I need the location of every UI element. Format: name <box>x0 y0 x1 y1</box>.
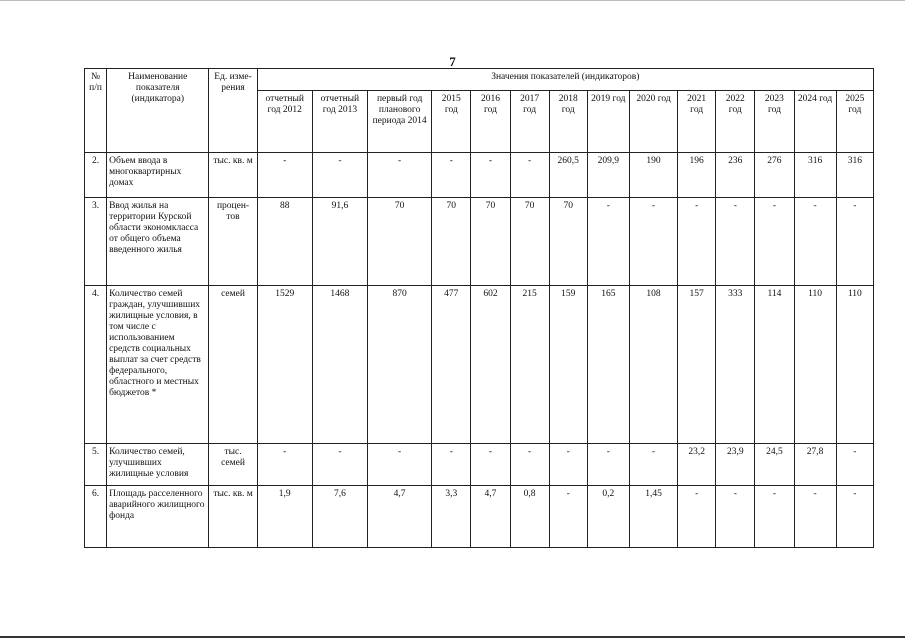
row-value: - <box>678 198 716 286</box>
row-value: - <box>629 198 677 286</box>
row-value: - <box>629 444 677 486</box>
scan-edge-bottom <box>0 636 905 638</box>
row-value: - <box>471 153 510 198</box>
row-value: 4,7 <box>471 486 510 548</box>
row-value: - <box>510 444 549 486</box>
row-value: 108 <box>629 286 677 444</box>
row-value: 276 <box>755 153 794 198</box>
row-value: 316 <box>794 153 836 198</box>
row-value: 27,8 <box>794 444 836 486</box>
row-value: 157 <box>678 286 716 444</box>
row-value: 196 <box>678 153 716 198</box>
row-value: 23,9 <box>716 444 755 486</box>
row-unit: тыс. семей <box>209 444 257 486</box>
row-unit: тыс. кв. м <box>209 153 257 198</box>
row-value: 23,2 <box>678 444 716 486</box>
header-column: 2025 год <box>836 91 873 153</box>
row-value: 477 <box>432 286 471 444</box>
row-value: - <box>755 198 794 286</box>
row-value: - <box>836 486 873 548</box>
header-column: 2016 год <box>471 91 510 153</box>
row-value: 70 <box>510 198 549 286</box>
table-row <box>85 444 874 486</box>
header-column: 2017 год <box>510 91 549 153</box>
row-indicator-name: Количество семей, улучшивших жилищные условия <box>107 444 209 486</box>
row-indicator-name: Ввод жилья на территории Курской области экономкласса от общего объема введенного жилья <box>107 198 209 286</box>
row-value: - <box>257 444 312 486</box>
row-value: - <box>432 153 471 198</box>
row-value: 70 <box>471 198 510 286</box>
row-value: - <box>368 153 432 198</box>
row-value: 110 <box>836 286 873 444</box>
row-value: - <box>471 444 510 486</box>
header-column: 2022 год <box>716 91 755 153</box>
page-number: 7 <box>449 54 456 69</box>
row-value: 316 <box>836 153 873 198</box>
row-value: 159 <box>549 286 587 444</box>
row-value: 1,9 <box>257 486 312 548</box>
header-row-top <box>85 69 874 91</box>
row-value: 260,5 <box>549 153 587 198</box>
row-value: 333 <box>716 286 755 444</box>
row-value: - <box>312 153 367 198</box>
row-value: 0,2 <box>587 486 629 548</box>
row-value: 24,5 <box>755 444 794 486</box>
row-number: 5. <box>85 444 107 486</box>
header-column: 2018 год <box>549 91 587 153</box>
row-value: - <box>755 486 794 548</box>
header-column: 2019 год <box>587 91 629 153</box>
header-column: 2023 год <box>755 91 794 153</box>
row-value: 70 <box>432 198 471 286</box>
row-indicator-name: Площадь расселенного аварийного жилищного фонда <box>107 486 209 548</box>
header-column: 2020 год <box>629 91 677 153</box>
row-number: 4. <box>85 286 107 444</box>
row-indicator-name: Объем ввода в многоквартирных домах <box>107 153 209 198</box>
row-value: - <box>257 153 312 198</box>
header-num: № п/п <box>85 69 107 153</box>
row-value: - <box>836 198 873 286</box>
row-value: 0,8 <box>510 486 549 548</box>
row-value: - <box>836 444 873 486</box>
header-name: Наименование показателя (индикатора) <box>107 69 209 153</box>
row-unit: тыс. кв. м <box>209 486 257 548</box>
row-value: 114 <box>755 286 794 444</box>
row-value: 209,9 <box>587 153 629 198</box>
row-unit: процен-тов <box>209 198 257 286</box>
row-value: 88 <box>257 198 312 286</box>
table-body <box>85 153 874 548</box>
row-value: 110 <box>794 286 836 444</box>
table-row <box>85 198 874 286</box>
row-value: 70 <box>549 198 587 286</box>
header-column: 2021 год <box>678 91 716 153</box>
row-value: 1,45 <box>629 486 677 548</box>
row-number: 6. <box>85 486 107 548</box>
header-column: первый год планового периода 2014 <box>368 91 432 153</box>
row-value: - <box>794 198 836 286</box>
row-value: - <box>587 198 629 286</box>
row-unit: семей <box>209 286 257 444</box>
row-value: 7,6 <box>312 486 367 548</box>
row-value: 870 <box>368 286 432 444</box>
header-unit: Ед. изме-рения <box>209 69 257 153</box>
row-value: 236 <box>716 153 755 198</box>
row-value: - <box>549 486 587 548</box>
row-value: 1529 <box>257 286 312 444</box>
header-column: отчетный год 2013 <box>312 91 367 153</box>
table-row <box>85 486 874 548</box>
row-value: 215 <box>510 286 549 444</box>
row-value: 4,7 <box>368 486 432 548</box>
row-value: - <box>587 444 629 486</box>
row-value: 1468 <box>312 286 367 444</box>
row-value: - <box>368 444 432 486</box>
row-value: - <box>432 444 471 486</box>
row-value: - <box>678 486 716 548</box>
row-value: - <box>794 486 836 548</box>
row-value: 91,6 <box>312 198 367 286</box>
row-value: 602 <box>471 286 510 444</box>
row-value: 70 <box>368 198 432 286</box>
row-number: 2. <box>85 153 107 198</box>
row-value: - <box>549 444 587 486</box>
row-value: - <box>510 153 549 198</box>
table-row <box>85 286 874 444</box>
row-indicator-name: Количество семей граждан, улучшивших жилищные условия, в том числе с использованием средств социальных выплат за счет средств федерального, областного и местных бюджетов * <box>107 286 209 444</box>
row-value: - <box>716 486 755 548</box>
header-column: отчетный год 2012 <box>257 91 312 153</box>
indicators-table <box>84 68 874 548</box>
header-values-group: Значения показателей (индикаторов) <box>257 69 873 91</box>
row-value: 3,3 <box>432 486 471 548</box>
row-value: - <box>716 198 755 286</box>
row-value: - <box>312 444 367 486</box>
row-value: 190 <box>629 153 677 198</box>
header-column: 2024 год <box>794 91 836 153</box>
table-row <box>85 153 874 198</box>
header-column: 2015 год <box>432 91 471 153</box>
row-value: 165 <box>587 286 629 444</box>
scan-edge-top <box>0 0 905 1</box>
row-number: 3. <box>85 198 107 286</box>
